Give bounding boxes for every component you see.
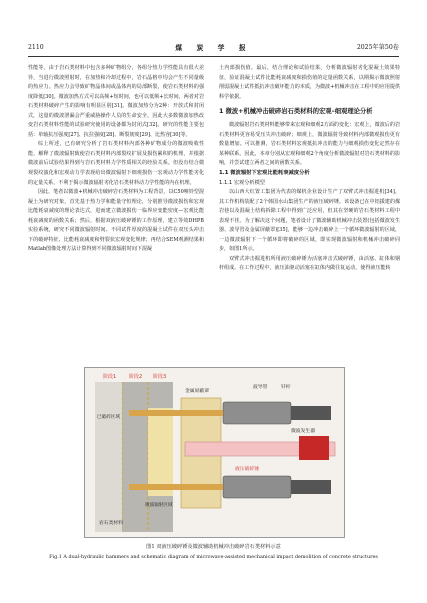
right-column [219, 64, 400, 359]
hydraulic-breaker-label: 液压破碎锤 [235, 467, 259, 472]
waveguide-label: 波导管 [253, 385, 268, 390]
subsubsection-title: 1.1.1 宏观分析模型 [219, 179, 265, 186]
crushed-zone-label: 已破碎区域 [97, 415, 120, 420]
running-header [28, 41, 399, 55]
microwave-generator-label: 微波发生器 [291, 429, 315, 434]
figure-diagram [85, 368, 344, 537]
figure-caption-zh: 图1 双液压破碎锤及微波辅助机械冲击破碎岩石类材料示意 [146, 544, 281, 550]
body-paragraph: 土内部损伤值。最后，结合理论和试验结果，分析微波辐射劣化混凝土效果特征，验证混凝土试件比能耗衰减度和损伤值的定量函数关系，以期揭示微波照射削弱混凝土试件抵抗冲击破坏能力的本质，为微波+机械冲击在工程中的应用提供科学依据。 [219, 65, 400, 100]
drill-rod-upper [129, 410, 223, 416]
body-paragraph: 以山西大红置工集团为代表的煤机企业设计生产了双臂式冲击掘进机[34]，其工作机构装配了2个韩国水山集团生产的液压破碎锤。该设备已在中铝援建的煤岩巷以及混凝土结构拆除工程中得到广泛应用，但其在坚硬的岩石类材料工程中表现不佳。为了解决这个问题，笔者设计了微波辅助机械冲击装置(包括微波发生器、波导管及金属屏蔽罩)[35]，能够一边冲击破碎上一个循环微波辐射的区域，一边微波辐射下一个循环即将破碎的区域，即实现微波辐射和机械冲击破碎同步，如图1所示。 [219, 189, 400, 253]
drill-rod-lower [129, 484, 223, 490]
body-paragraph: 因此，笔者以微波+机械冲击破碎岩石类材料为工程背景，以C50哑铃型混凝土为研究对象，首先基于热力学和能量守恒理论，分别推导微波损伤和宏观比能耗衰减度的理论表达式，进而建立微波损伤一临界应变能密度—宏观比能耗衰减度的函数关系；然后，根据双液压破碎锤的工作原理，建立等效DHPB实验系统，研究不同微波辐射时间、不同试件厚度的混凝土试件在双压头冲击下的破碎特征、比能耗衰减度和劈裂状宏观变化规律；再结合SEM观测结果和Matlab图像处理方法计算得到不同微波辐射时间下混凝 [28, 189, 204, 253]
microwave-generator-box [299, 436, 329, 460]
hydraulic-breaker-upper [223, 402, 291, 424]
section-title: 1 微波+机械冲击破碎岩石类材料的宏观–细观理论分析 [219, 108, 373, 116]
hydraulic-breaker-lower [223, 476, 291, 498]
microwave-radiation-zone [148, 408, 173, 496]
header-rule [28, 56, 399, 57]
breaker-cylinder-lower [291, 480, 331, 494]
body-paragraph: 性能等。由于岩石类材料中包含多种矿物组分，各组分热力学性能具有很大差异，当进行微波照射时，在加热和冷却过程中，岩石晶格中均会产生不同量级的热应力。热应力会导致矿物晶体间或晶体内的局部断裂，使岩石类材料的强度降低[30]。微波加热方式可以高频+短时间，也可以低频+长时间，两者对岩石类材料破碎产生的影响有明显区别[31]。微波加热分为2种：开放式和封闭式，这量的微波泄漏会严重威胁操作人员的生命安全，因此大多数微波加热改变岩石类材料性能的试验研究使用的设备都为封闭式[32]。研究的性能主要包括：单轴抗压强度[27]、抗拉强度[28]、断裂韧度[29]、比热容[30]等。 [28, 65, 204, 138]
figure-1 [84, 367, 345, 538]
page-number: 2110 [28, 44, 44, 51]
journal-name: 煤 炭 学 报 [175, 44, 252, 52]
subsection-title: 1.1 微波辐射下宏观比能耗衰减度分析 [219, 169, 310, 176]
left-column [28, 64, 204, 359]
body-paragraph: 微波辐射岩石类材料能够带来宏观和细观2方面的变化：宏观上，微波后的岩石类材料更容易受压失冲击破碎；细观上，微波辐射导致材料内部微观损伤更有数量增加。可以推测，岩石类材料宏观抵抗冲击的能力与细观损伤变化定然存在某种联系。因此，本章分别从宏观和细观2个角度分析微波辐射对岩石类材料的影响，并尝试建立两者之间的函数关系。 [219, 122, 400, 167]
breaker-cylinder-upper [291, 406, 331, 420]
body-paragraph: 双臂式冲击掘进机所用液压破碎锤为活塞冲击式破碎锤，由活塞、缸体和钢杆组成。在工作过程中，液压油驱动活塞在缸体内做往复运动，使得液压能转 [219, 255, 400, 272]
radiation-zone-label: 微波辐射区域 [145, 503, 173, 508]
figure-caption-en: Fig.1 A dual-hydraulic hammers and schematic diagram of microwave-assisted mechanical impact demolition of concrete structures [49, 554, 378, 560]
stage-3-label: 阶段3 [153, 374, 167, 380]
rock-material-label: 岩石类材料 [99, 521, 123, 526]
drill-rod-label: 钎杆 [281, 385, 291, 390]
crushed-zone [95, 382, 122, 532]
issue-info: 2025年第50卷 [356, 44, 399, 51]
stage-2-label: 阶段2 [129, 374, 143, 380]
metal-shield-label: 金属屏蔽罩 [185, 389, 209, 394]
stage-1-label: 阶段1 [103, 374, 117, 380]
body-paragraph: 综上所述，已有研究分析了岩石类材料内部各种矿物成分的微波吸收性能，解释了微波辐射致使岩石类材料内部裂纹扩展及损伤累积的机理，并根据微波前后试验结果得到与岩石类材料力学性质相关的经验关系。但没有结合微观裂纹演化和宏观动力学表现给出微波辐射下细观损伤一宏观动力学性能劣化的定量关系，不利于揭示微波辐射劣化岩石类材料动力学性能的内在机理。 [28, 141, 204, 186]
